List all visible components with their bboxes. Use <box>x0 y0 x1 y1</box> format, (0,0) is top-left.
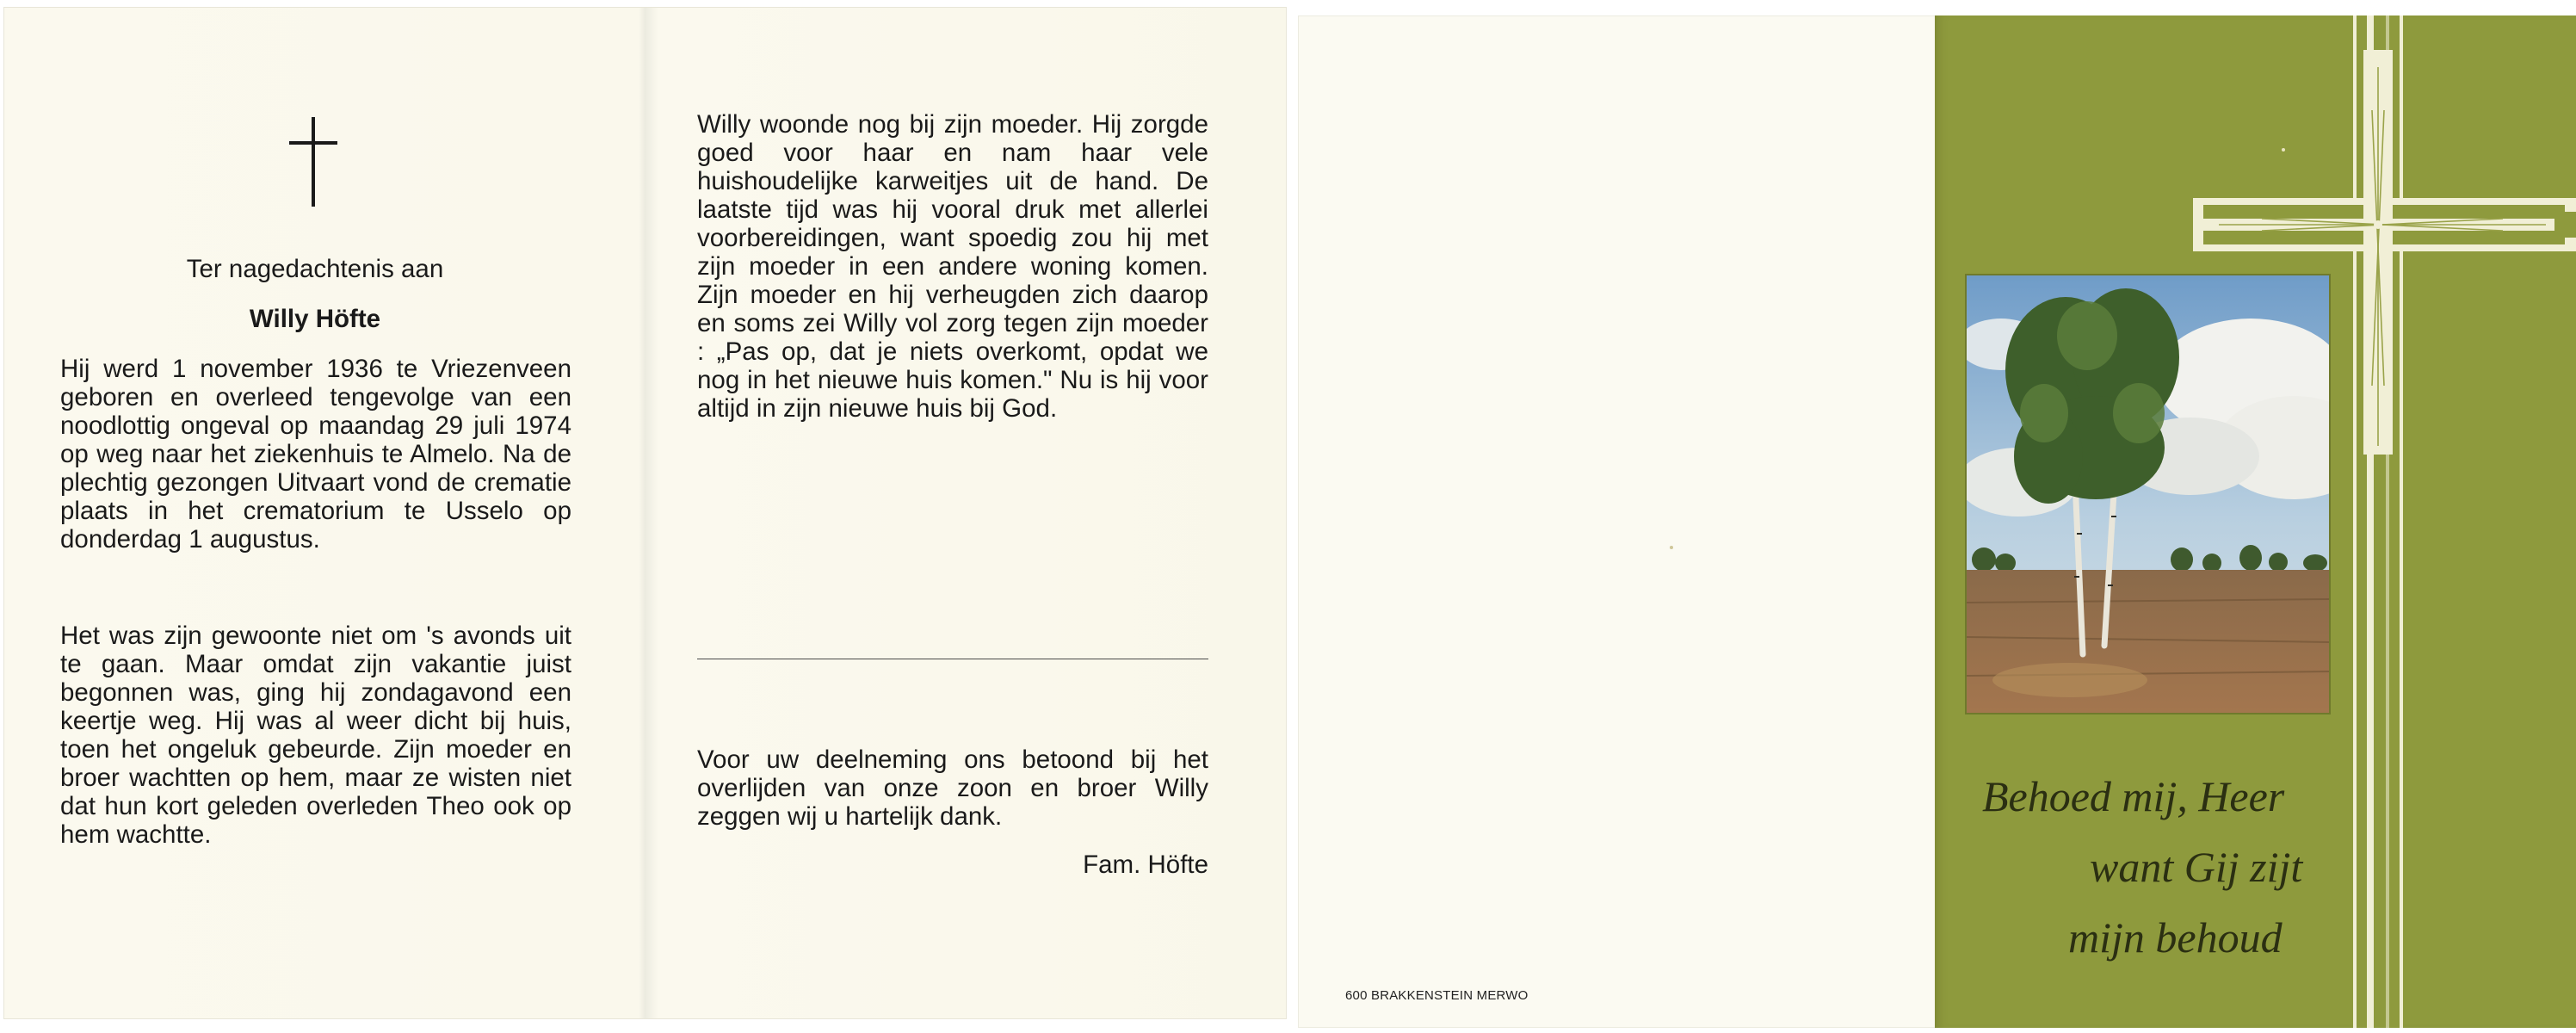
cover-verse <box>1935 756 2576 1031</box>
memorial-heading: Ter nagedachtenis aan <box>186 255 444 283</box>
front-cover <box>1935 15 2576 1028</box>
paper-speck <box>1670 546 1673 549</box>
verse-line-3: mijn behoud <box>2068 913 2283 962</box>
biography-paragraph <box>60 355 571 554</box>
birch-tree-landscape-image <box>1967 275 2331 714</box>
family-signature: Fam. Höfte <box>1083 851 1208 879</box>
thanks-paragraph <box>697 745 1208 831</box>
memorial-card-outside <box>1298 15 2576 1028</box>
cover-photo-birch-trees <box>1965 274 2331 714</box>
story-continued-paragraph <box>697 110 1208 423</box>
story-paragraph <box>60 622 571 849</box>
verse-line-2: want Gij zijt <box>2090 843 2303 891</box>
biography-text: Hij werd 1 november 1936 te Vriezenveen geboren en overleed tengevolge van een noodlottig ongeval op maandag 29 juli 1974 op weg naar het ziekenhuis te Almelo. Na de plechtig gezongen Uitvaart vond de crematie plaats in het crematorium te Usselo op donderdag 1 augustus. <box>60 355 571 554</box>
cross-icon <box>287 117 339 207</box>
story-text: Het was zijn gewoonte niet om 's avonds uit te gaan. Maar omdat zijn vakantie juist begonnen was, ging hij zondagavond een keertje weg. Hij was al weer dicht bij huis, toen het ongeluk gebeurde. Zijn moeder en broer wachtten op hem, maar ze wisten niet dat hun kort geleden overleden Theo ook op hem wachtte. <box>60 622 571 849</box>
deceased-name: Willy Höfte <box>249 305 381 333</box>
printer-mark: 600 BRAKKENSTEIN MERWO <box>1345 988 1529 1003</box>
verse-line-1: Behoed mij, Heer <box>1982 772 2285 820</box>
thanks-text: Voor uw deelneming ons betoond bij het overlijden van onze zoon en broer Willy zeggen wij u hartelijk dank. <box>697 745 1208 831</box>
memorial-card-inside <box>3 7 1287 1019</box>
story-continued-text: Willy woonde nog bij zijn moeder. Hij zorgde goed voor haar en nam haar vele huishoudelijke karweitjes uit de hand. De laatste tijd was hij vooral druk met allerlei voorbereidingen, want spoedig zou hij met zijn moeder in een andere woning komen. Zijn moeder en hij verheugden zich daarop en soms zei Willy vol zorg tegen zijn moeder : „Pas op, dat je niets overkomt, opdat we nog in het nieuwe huis komen." Nu is hij voor altijd in zijn nieuwe huis bij God. <box>697 110 1208 423</box>
